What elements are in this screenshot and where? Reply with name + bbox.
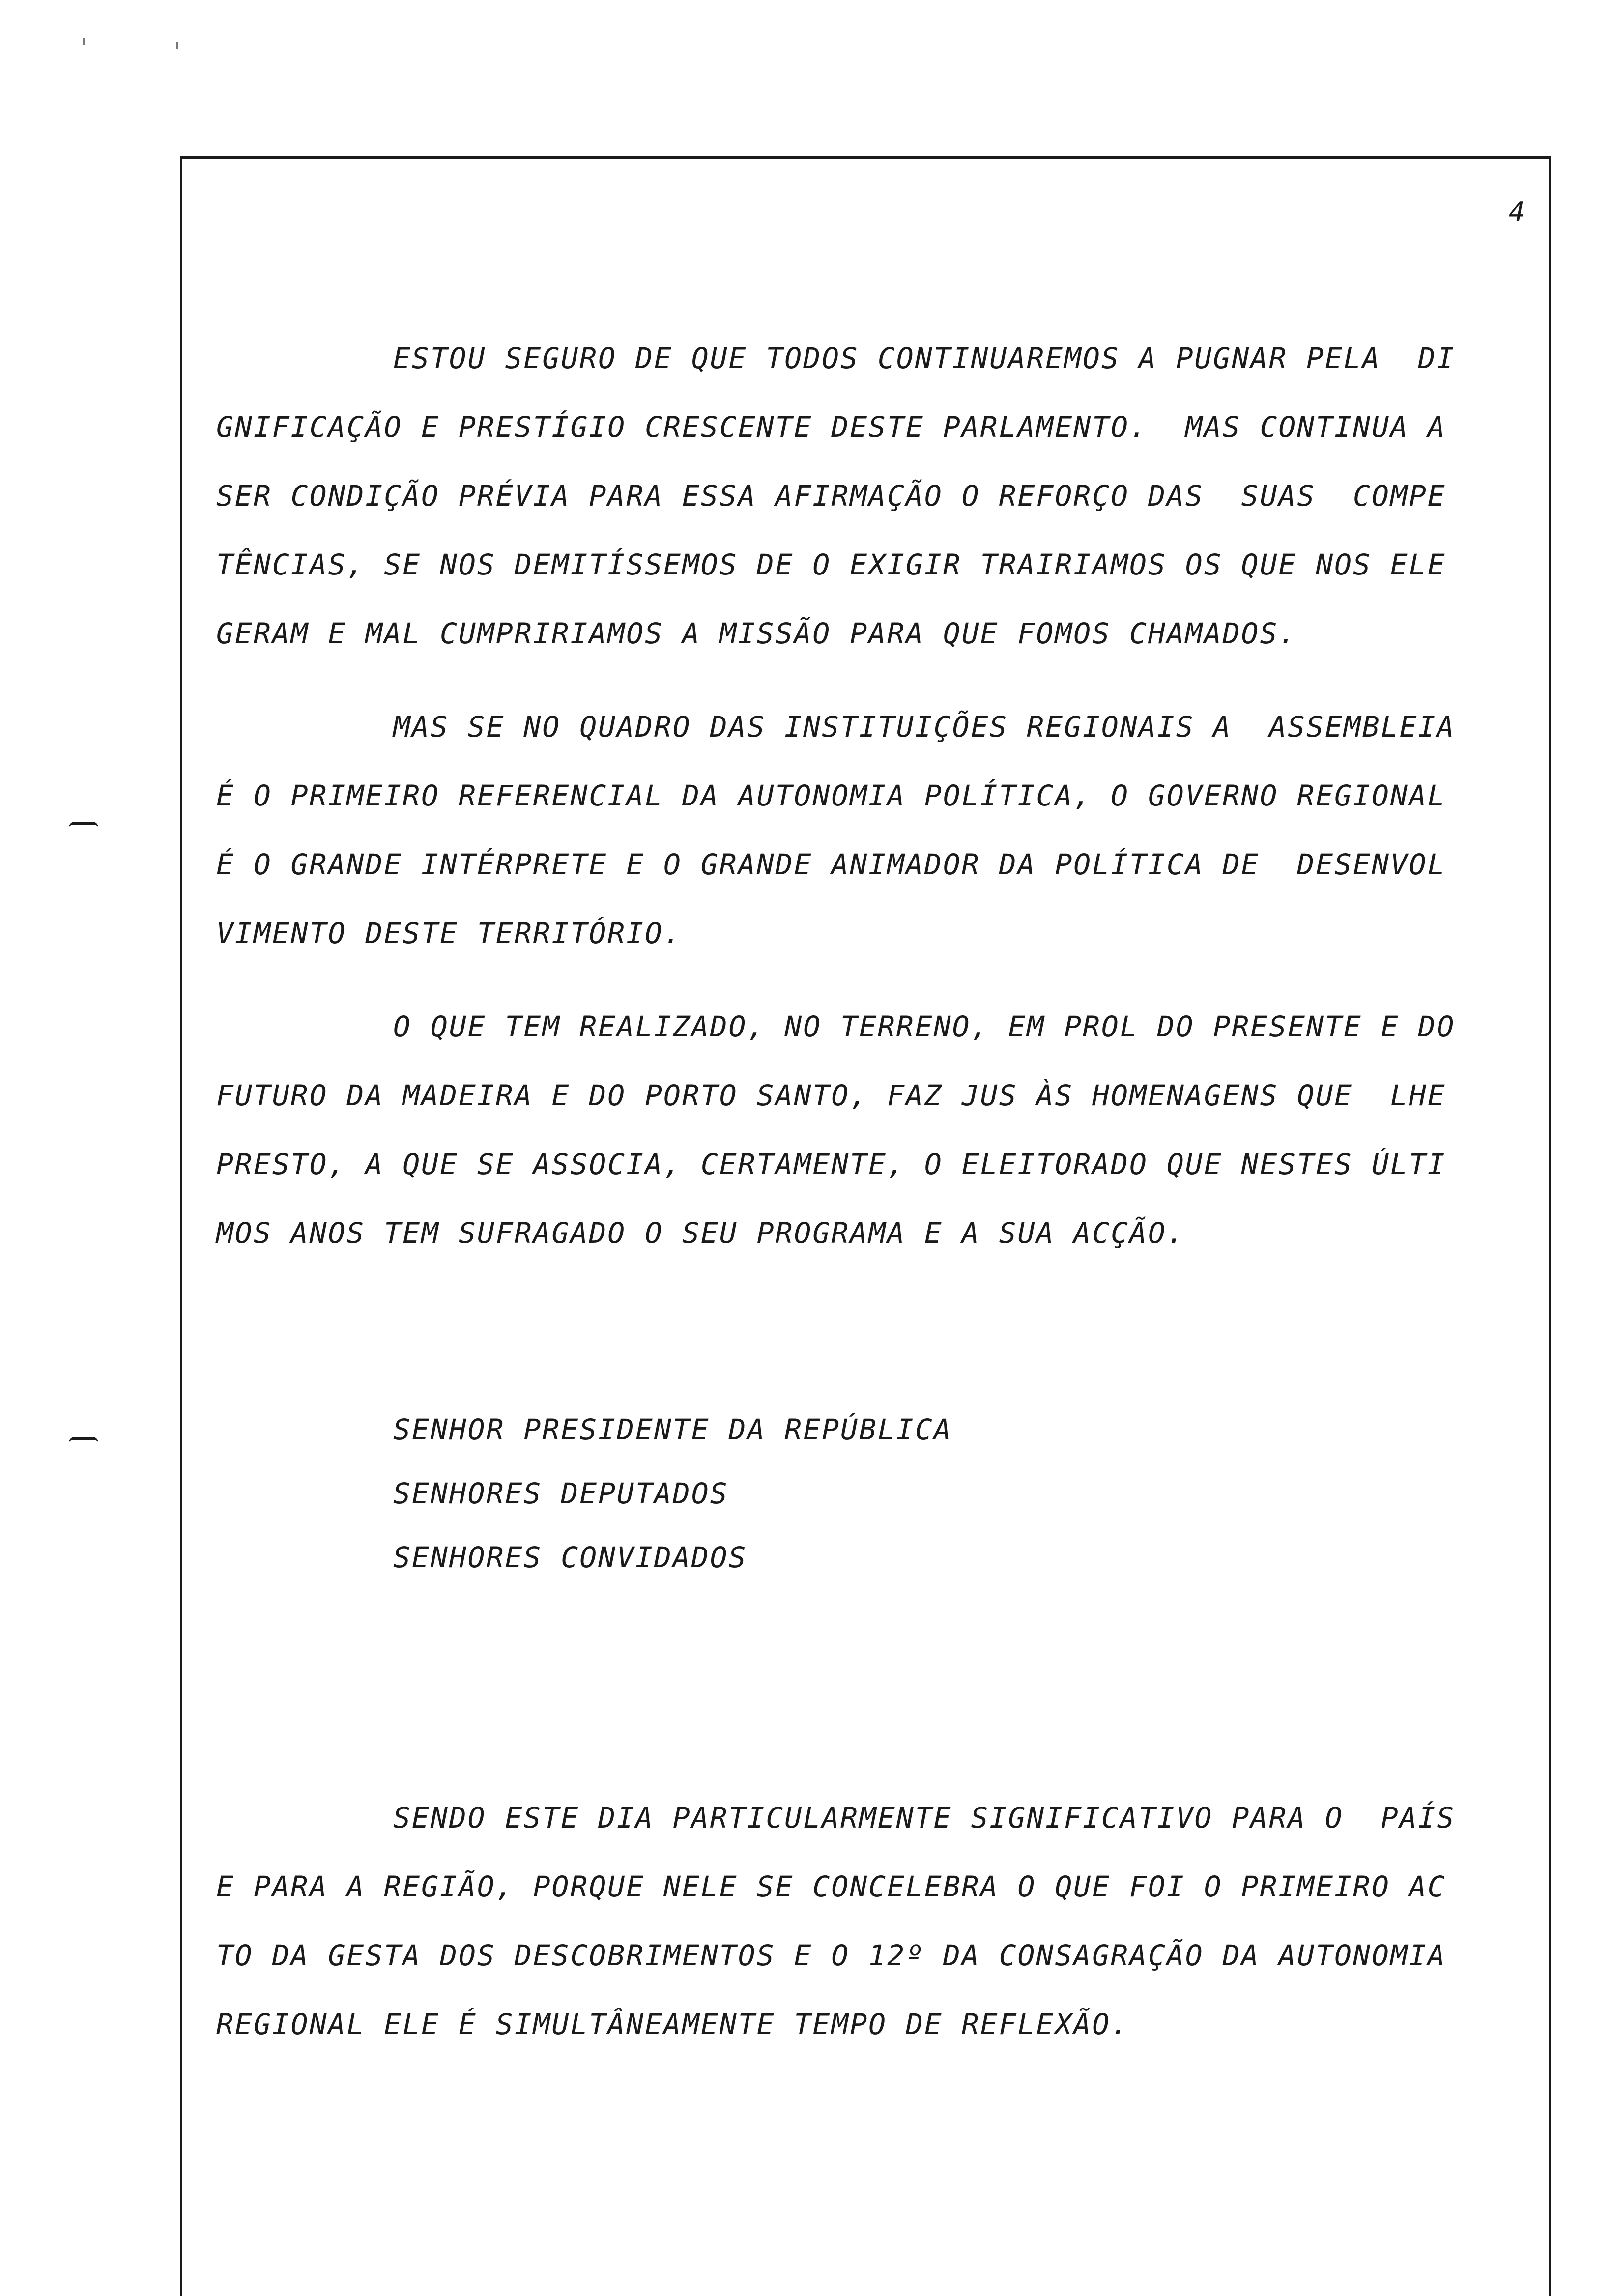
salutation-president: SENHOR PRESIDENTE DA REPÚBLICA <box>393 1413 952 1446</box>
paragraph-2-line-1: MAS SE NO QUADRO DAS INSTITUIÇÕES REGIONAIS A ASSEMBLEIA <box>393 710 1456 744</box>
margin-mark <box>69 1437 98 1443</box>
scan-mark <box>83 38 85 45</box>
paragraph-1-line-4: TÊNCIAS, SE NOS DEMITÍSSEMOS DE O EXIGIR TRAIRIAMOS OS QUE NOS ELE <box>216 548 1446 581</box>
salutation-deputies: SENHORES DEPUTADOS <box>393 1477 729 1510</box>
paragraph-4-line-1: SENDO ESTE DIA PARTICULARMENTE SIGNIFICATIVO PARA O PAÍS <box>393 1801 1456 1835</box>
paragraph-1-line-2: GNIFICAÇÃO E PRESTÍGIO CRESCENTE DESTE PARLAMENTO. MAS CONTINUA A <box>216 410 1446 444</box>
paragraph-3-line-4: MOS ANOS TEM SUFRAGADO O SEU PROGRAMA E A SUA ACÇÃO. <box>216 1216 1185 1250</box>
paragraph-1-line-5: GERAM E MAL CUMPRIRIAMOS A MISSÃO PARA QUE FOMOS CHAMADOS. <box>216 617 1297 650</box>
paragraph-1-line-3: SER CONDIÇÃO PRÉVIA PARA ESSA AFIRMAÇÃO O REFORÇO DAS SUAS COMPE <box>216 479 1446 513</box>
scan-mark <box>176 42 178 49</box>
paragraph-4-line-4: REGIONAL ELE É SIMULTÂNEAMENTE TEMPO DE REFLEXÃO. <box>216 2008 1130 2041</box>
paragraph-1-line-1: ESTOU SEGURO DE QUE TODOS CONTINUAREMOS A PUGNAR PELA DI <box>393 342 1456 375</box>
paragraph-2-line-2: É O PRIMEIRO REFERENCIAL DA AUTONOMIA POLÍTICA, O GOVERNO REGIONAL <box>216 779 1446 812</box>
paragraph-3-line-1: O QUE TEM REALIZADO, NO TERRENO, EM PROL DO PRESENTE E DO <box>393 1010 1456 1043</box>
paragraph-4-line-3: TO DA GESTA DOS DESCOBRIMENTOS E O 12º DA CONSAGRAÇÃO DA AUTONOMIA <box>216 1939 1446 1972</box>
paragraph-2-line-3: É O GRANDE INTÉRPRETE E O GRANDE ANIMADOR DA POLÍTICA DE DESENVOL <box>216 848 1446 881</box>
page-number: 4 <box>1509 197 1525 228</box>
paragraph-4-line-2: E PARA A REGIÃO, PORQUE NELE SE CONCELEBRA O QUE FOI O PRIMEIRO AC <box>216 1870 1446 1903</box>
paragraph-3-line-2: FUTURO DA MADEIRA E DO PORTO SANTO, FAZ JUS ÀS HOMENAGENS QUE LHE <box>216 1079 1446 1112</box>
margin-mark <box>69 822 98 828</box>
paragraph-2-line-4: VIMENTO DESTE TERRITÓRIO. <box>216 917 682 950</box>
salutation-guests: SENHORES CONVIDADOS <box>393 1541 748 1574</box>
paragraph-3-line-3: PRESTO, A QUE SE ASSOCIA, CERTAMENTE, O ELEITORADO QUE NESTES ÚLTI <box>216 1148 1446 1181</box>
